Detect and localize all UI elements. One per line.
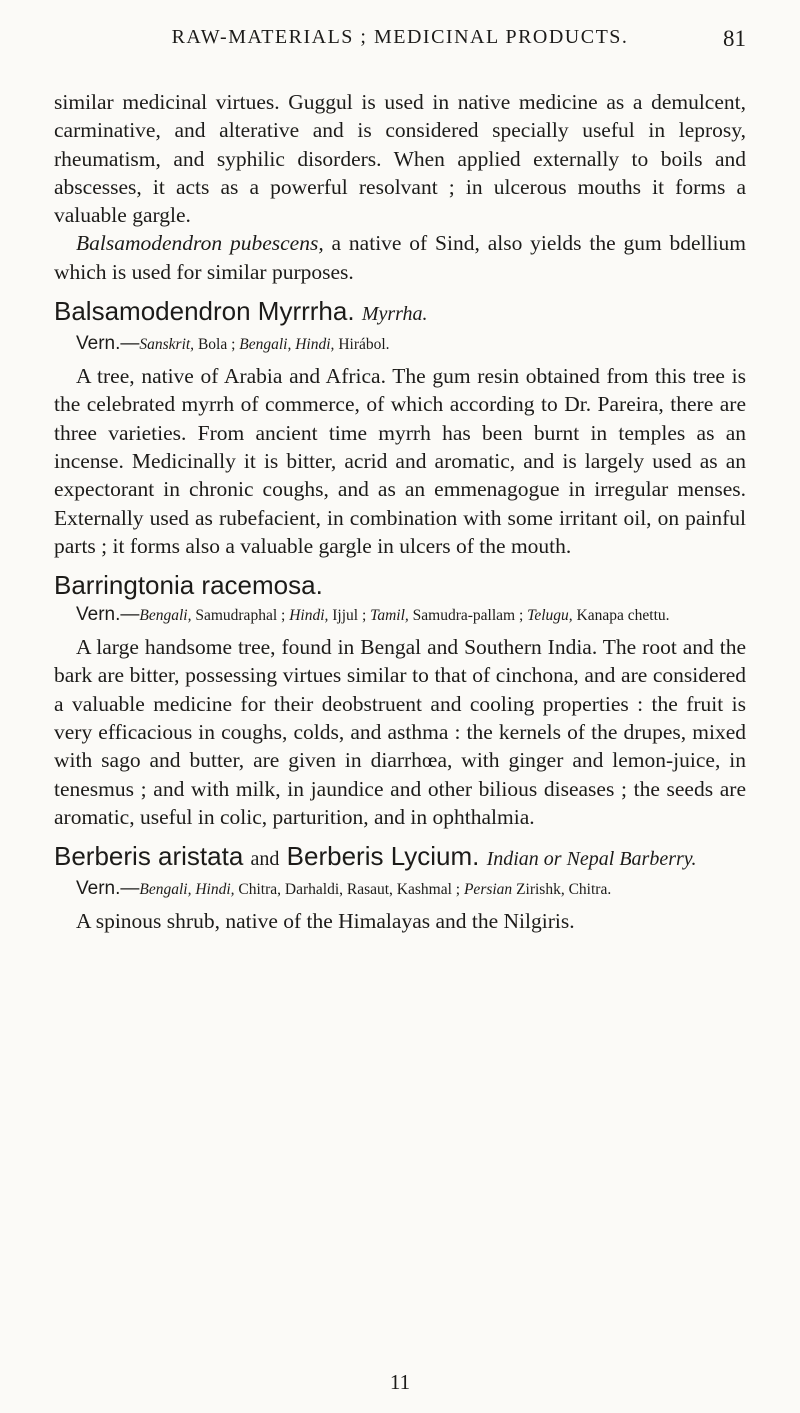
vern-label: Vern.— [76,604,140,626]
entry-name: Balsamodendron Myrrrha. [54,296,355,327]
vernacular-names [76,333,746,356]
vern-label: Vern.— [76,333,140,355]
entry-description: A tree, native of Arabia and Africa. The gum resin obtained from this tree is the celebrated myrrh of commerce, of which according to Dr. Pareira, there are three varieties. From ancient time myrrh has been burnt in temples as an incense. Medicinally it is bitter, acrid and aromatic, and is largely used as an expectorant in chronic coughs, and as an emmenagogue in irregular menses. Externally used as rubefacient, in combination with some irritant oil, on painful parts ; it forms also a valuable gargle in ulcers of the mouth. [54,364,746,558]
entry-heading [54,839,746,876]
vern-language: Bengali, Hindi, [139,881,235,899]
vernacular-names [76,604,746,627]
signature-mark: 11 [389,1370,411,1394]
paragraph-text: a native of Sind, also yields the gum bdellium which is used for similar purposes. [54,231,746,284]
entry-heading [54,294,746,331]
vern-label: Vern.— [76,878,140,900]
body-text [54,88,746,936]
vern-names: Samudraphal ; [191,607,290,625]
entry-description: A spinous shrub, native of the Himalayas and the Nilgiris. [76,909,575,934]
vern-language: Telugu, [527,607,573,625]
vernacular-names [76,878,746,901]
page-header [0,26,800,56]
entry-name: Barringtonia racemosa. [54,570,323,601]
vern-language: Bengali, Hindi, [239,336,335,354]
vern-language: Sanskrit, [139,336,195,354]
species-name: Balsamodendron pubescens, [76,231,324,256]
vern-names: Ijjul ; [328,607,371,625]
entry-common-name: Myrrha. [361,303,428,326]
vern-names: Samudra-pallam ; [408,607,528,625]
running-head: RAW-MATERIALS ; MEDICINAL PRODUCTS. [171,26,629,48]
entry-common-name: Indian or Nepal Barberry. [486,848,697,871]
vern-names: Kanapa chettu. [572,607,670,625]
vern-names: Zirishk, Chitra. [512,881,612,899]
vern-names: Bola ; [194,336,240,354]
vern-language: Persian [463,881,513,899]
entry-name: Berberis aristata [54,841,244,872]
intro-paragraph-2 [54,229,746,286]
vern-language: Bengali, [139,607,192,625]
entry-heading [54,568,746,602]
vern-names: Chitra, Darhaldi, Rasaut, Kashmal ; [234,881,464,899]
intro-paragraph: similar medicinal virtues. Guggul is used in native medicine as a demulcent, carminative, and alterative and is considered specially useful in leprosy, rheumatism, and syphilic disorders. When applied externally to boils and abscesses, it acts as a powerful resolvant ; in ulcerous mouths it forms a valuable gargle. [54,90,746,228]
vern-language: Tamil, [370,607,409,625]
vern-language: Hindi, [289,607,329,625]
page-number: 81 [723,26,746,51]
entry-conjunction: and [250,848,280,871]
entry-description: A large handsome tree, found in Bengal and Southern India. The root and the bark are bitter, possessing virtues similar to that of cinchona, and are considered a valuable medicine for their deobstruent and cooling properties : the fruit is very efficacious in coughs, colds, and asthma : the kernels of the drupes, mixed with sago and butter, are given in diarrhœa, with ginger and lemon-juice, in tenesmus ; and with milk, in jaundice and other bilious diseases ; the seeds are aromatic, useful in colic, parturition, and in ophthalmia. [54,635,746,829]
vern-names: Hirábol. [334,336,390,354]
entry-name-2: Berberis Lycium. [286,841,480,872]
